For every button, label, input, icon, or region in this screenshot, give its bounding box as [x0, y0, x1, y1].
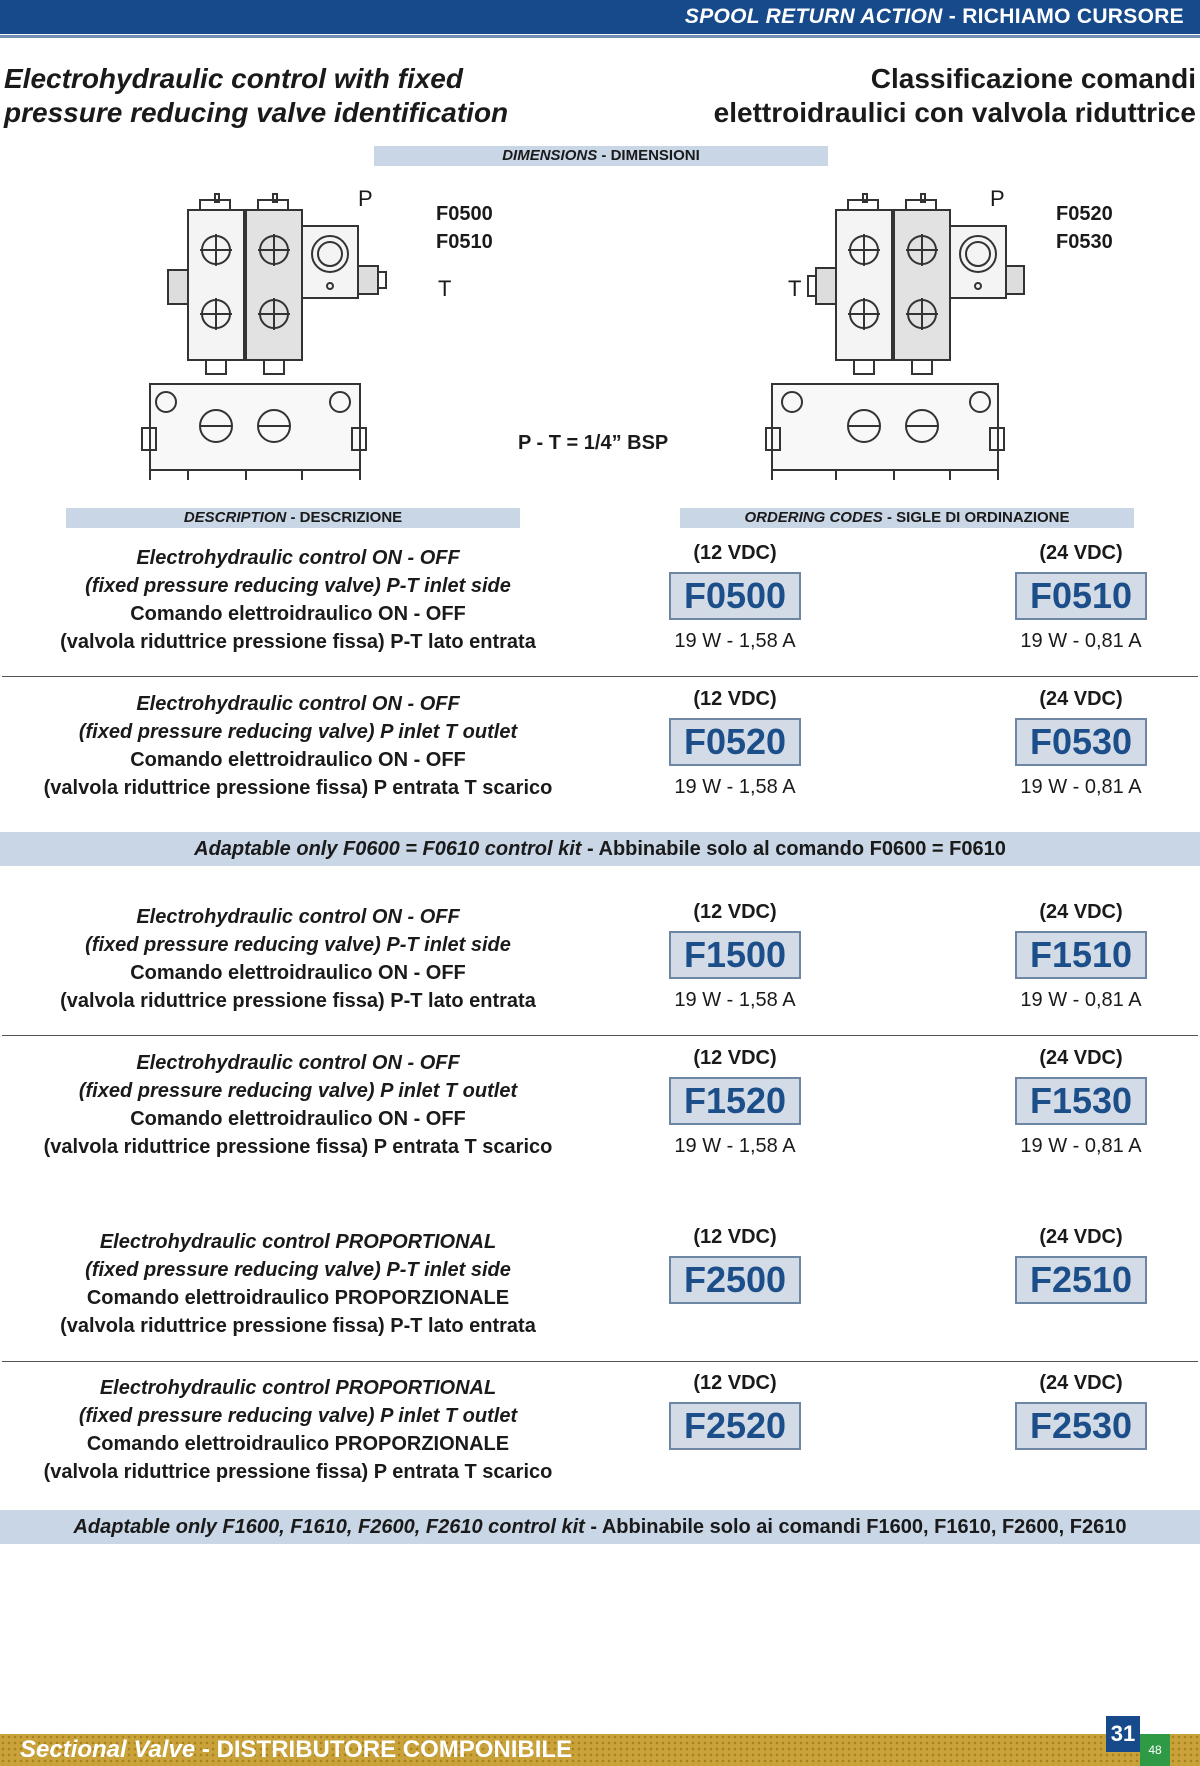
description-en-line1: Electrohydraulic control ON - OFF [136, 906, 460, 928]
ordering-code-24vdc: F2510 [1015, 1256, 1147, 1304]
section-title: SPOOL RETURN ACTION - RICHIAMO CURSORE [684, 5, 1184, 28]
ordering-code-24vdc: F0510 [1015, 572, 1147, 620]
page-number: 31 [1106, 1716, 1140, 1752]
row-description [0, 903, 596, 1015]
voltage-12vdc-label: (12 VDC) [693, 1372, 777, 1394]
description-it-line2: (valvola riduttrice pressione fissa) P-T lato entrata [60, 631, 536, 653]
valve-drawing-left [140, 188, 420, 480]
ordering-code-12vdc: F1500 [669, 931, 801, 979]
valve-drawing-right [762, 188, 1042, 480]
page-number-secondary: 48 [1140, 1734, 1170, 1766]
description-en-line1: Electrohydraulic control PROPORTIONAL [99, 1377, 497, 1399]
ordering-code-12vdc: F2500 [669, 1256, 801, 1304]
row-divider [2, 1361, 1198, 1362]
page-title-english: Electrohydraulic control with fixed pressure reducing valve identification [4, 63, 509, 128]
figure-codes-left: F0500 F0510 [436, 203, 493, 253]
description-it-line2: (valvola riduttrice pressione fissa) P-T lato entrata [60, 990, 536, 1012]
voltage-12vdc-label: (12 VDC) [693, 901, 777, 923]
description-it-line2: (valvola riduttrice pressione fissa) P-T lato entrata [60, 1315, 536, 1337]
voltage-24vdc-label: (24 VDC) [1039, 1047, 1123, 1069]
description-en-line1: Electrohydraulic control ON - OFF [136, 1052, 460, 1074]
voltage-24vdc-label: (24 VDC) [1039, 542, 1123, 564]
description-it-line2: (valvola riduttrice pressione fissa) P entrata T scarico [43, 1461, 553, 1483]
power-rating-24vdc: 19 W - 0,81 A [1020, 1135, 1142, 1157]
description-it-line1: Comando elettroidraulico PROPORZIONALE [86, 1287, 510, 1309]
voltage-24vdc-label: (24 VDC) [1039, 1226, 1123, 1248]
port-p-label-left: P [358, 186, 373, 211]
page-title-italian: Classificazione comandi elettroidraulici con valvola riduttrice [713, 63, 1196, 128]
row-divider [2, 676, 1198, 677]
header-underline [0, 35, 1200, 38]
description-it-line1: Comando elettroidraulico ON - OFF [130, 962, 466, 984]
voltage-24vdc-label: (24 VDC) [1039, 1372, 1123, 1394]
description-it-line1: Comando elettroidraulico ON - OFF [130, 1108, 466, 1130]
description-en-line2: (fixed pressure reducing valve) P inlet T outlet [78, 721, 518, 743]
power-rating-24vdc: 19 W - 0,81 A [1020, 776, 1142, 798]
row-description [0, 1049, 596, 1161]
voltage-12vdc-label: (12 VDC) [693, 1047, 777, 1069]
compatibility-note-2: Adaptable only F1600, F1610, F2600, F2610 control kit - Abbinabile solo ai comandi F1600, F1610, F2600, F2610 [0, 1510, 1200, 1544]
ordering-code-12vdc: F1520 [669, 1077, 801, 1125]
row-description [0, 1228, 596, 1340]
description-band: DESCRIPTION - DESCRIZIONE [66, 508, 520, 528]
ordering-code-24vdc: F1510 [1015, 931, 1147, 979]
description-it-line1: Comando elettroidraulico ON - OFF [130, 749, 466, 771]
ordering-code-24vdc: F2530 [1015, 1402, 1147, 1450]
ordering-code-12vdc: F0520 [669, 718, 801, 766]
description-en-line2: (fixed pressure reducing valve) P-T inlet side [85, 1259, 511, 1281]
description-it-line2: (valvola riduttrice pressione fissa) P entrata T scarico [43, 1136, 553, 1158]
power-rating-24vdc: 19 W - 0,81 A [1020, 989, 1142, 1011]
row-description [0, 544, 596, 656]
voltage-24vdc-label: (24 VDC) [1039, 901, 1123, 923]
port-t-label-right: T [788, 276, 802, 301]
dimensions-band: DIMENSIONS - DIMENSIONI [374, 146, 828, 166]
power-rating-12vdc: 19 W - 1,58 A [674, 630, 796, 652]
voltage-12vdc-label: (12 VDC) [693, 688, 777, 710]
voltage-24vdc-label: (24 VDC) [1039, 688, 1123, 710]
voltage-12vdc-label: (12 VDC) [693, 542, 777, 564]
port-p-label-right: P [990, 186, 1005, 211]
power-rating-12vdc: 19 W - 1,58 A [674, 1135, 796, 1157]
description-it-line2: (valvola riduttrice pressione fissa) P entrata T scarico [43, 777, 553, 799]
row-divider [2, 1035, 1198, 1036]
ordering-codes-band: ORDERING CODES - SIGLE DI ORDINAZIONE [680, 508, 1134, 528]
compatibility-note-1: Adaptable only F0600 = F0610 control kit - Abbinabile solo al comando F0600 = F0610 [0, 832, 1200, 866]
description-en-line1: Electrohydraulic control ON - OFF [136, 547, 460, 569]
footer-title: Sectional Valve - DISTRIBUTORE COMPONIBILE [20, 1736, 573, 1763]
description-en-line2: (fixed pressure reducing valve) P inlet T outlet [78, 1080, 518, 1102]
figure-codes-right: F0520 F0530 [1056, 203, 1113, 253]
ordering-code-12vdc: F2520 [669, 1402, 801, 1450]
port-t-label-left: T [438, 276, 452, 301]
row-description [0, 1374, 596, 1486]
ordering-code-24vdc: F1530 [1015, 1077, 1147, 1125]
voltage-12vdc-label: (12 VDC) [693, 1226, 777, 1248]
description-en-line2: (fixed pressure reducing valve) P-T inlet side [85, 934, 511, 956]
ordering-code-24vdc: F0530 [1015, 718, 1147, 766]
power-rating-12vdc: 19 W - 1,58 A [674, 776, 796, 798]
description-en-line1: Electrohydraulic control ON - OFF [136, 693, 460, 715]
description-it-line1: Comando elettroidraulico ON - OFF [130, 603, 466, 625]
ordering-code-12vdc: F0500 [669, 572, 801, 620]
thread-spec: P - T = 1/4” BSP [518, 432, 669, 454]
row-description [0, 690, 596, 802]
description-en-line2: (fixed pressure reducing valve) P inlet T outlet [78, 1405, 518, 1427]
power-rating-24vdc: 19 W - 0,81 A [1020, 630, 1142, 652]
description-en-line1: Electrohydraulic control PROPORTIONAL [99, 1231, 497, 1253]
description-it-line1: Comando elettroidraulico PROPORZIONALE [86, 1433, 510, 1455]
power-rating-12vdc: 19 W - 1,58 A [674, 989, 796, 1011]
description-en-line2: (fixed pressure reducing valve) P-T inlet side [85, 575, 511, 597]
